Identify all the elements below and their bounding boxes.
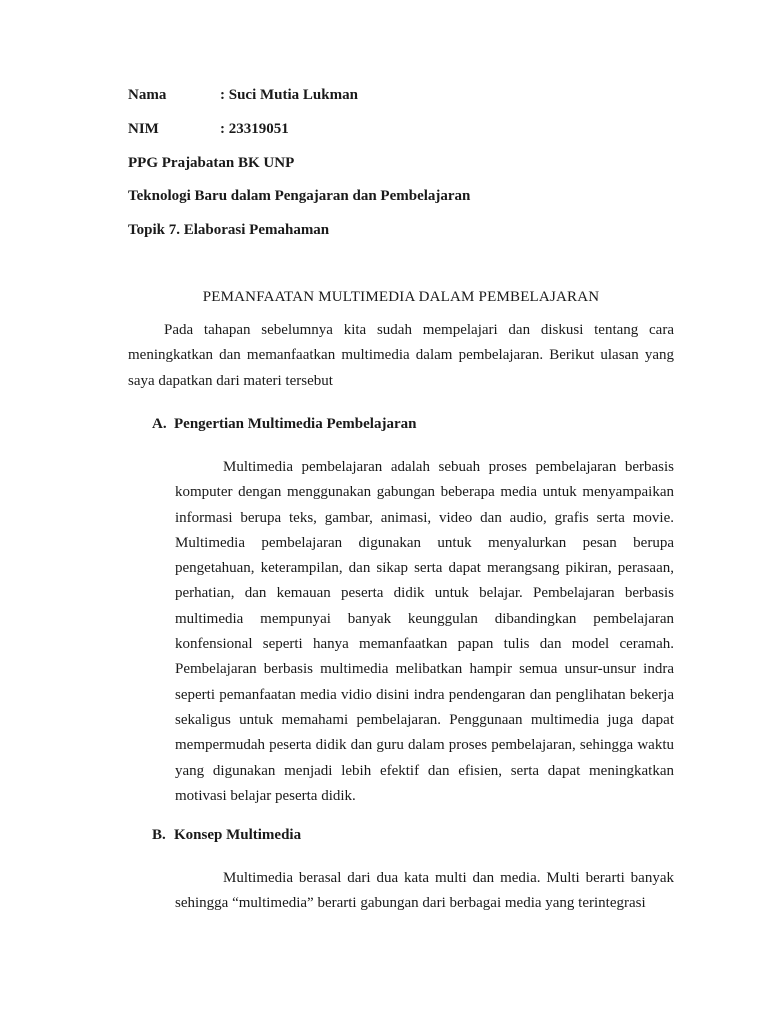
section-b-title: Konsep Multimedia xyxy=(174,827,302,843)
header-course: Teknologi Baru dalam Pengajaran dan Pembelajaran xyxy=(128,188,471,204)
section-a-title: Pengertian Multimedia Pembelajaran xyxy=(174,416,417,432)
header-program: PPG Prajabatan BK UNP xyxy=(128,155,295,171)
section-b-paragraph: Multimedia berasal dari dua kata multi dan media. Multi berarti banyak sehingga “multimedia” berarti gabungan dari berbagai media yang terintegrasi xyxy=(175,870,674,912)
nama-value: : Suci Mutia Lukman xyxy=(220,87,358,103)
header-nim-row xyxy=(128,121,289,138)
section-a-paragraph: Multimedia pembelajaran adalah sebuah proses pembelajaran berbasis komputer dengan menggunakan gabungan beberapa media untuk menyampaikan informasi berupa teks, gambar, animasi, video dan audio, grafis serta movie. Multimedia pembelajaran digunakan untuk menyalurkan pesan berupa pengetahuan, keterampilan, dan sikap serta dapat merangsang pikiran, perasaan, perhatian, dan kemauan peserta didik untuk belajar. Pembelajaran berbasis multimedia mempunyai banyak keunggulan dibandingkan pembelajaran konfensional seperti hanya memanfaatkan papan tulis dan model ceramah. Pembelajaran berbasis multimedia melibatkan hampir semua unsur-unsur indra seperti pemanfaatan media vidio disini indra pendengaran dan penglihatan bekerja sekaligus untuk memahami pembelajaran. Penggunaan multimedia juga dapat mempermudah peserta didik dan guru dalam proses pembelajaran, sehingga waktu yang digunakan menjadi lebih efektif dan efisien, serta dapat meningkatkan motivasi belajar peserta didik. xyxy=(175,459,674,804)
section-b-letter: B. xyxy=(152,827,166,843)
nim-value: : 23319051 xyxy=(220,121,289,137)
nim-label: NIM xyxy=(128,121,159,137)
nama-label: Nama xyxy=(128,87,167,103)
section-a-heading xyxy=(152,416,416,433)
header-nama-row xyxy=(128,87,358,104)
section-a-letter: A. xyxy=(152,416,167,432)
section-b-heading xyxy=(152,827,301,844)
intro-paragraph: Pada tahapan sebelumnya kita sudah mempelajari dan diskusi tentang cara meningkatkan dan memanfaatkan multimedia dalam pembelajaran. Berikut ulasan yang saya dapatkan dari materi tersebut xyxy=(128,322,674,389)
header-topic: Topik 7. Elaborasi Pemahaman xyxy=(128,222,330,238)
document-title: PEMANFAATAN MULTIMEDIA DALAM PEMBELAJARAN xyxy=(202,289,600,305)
